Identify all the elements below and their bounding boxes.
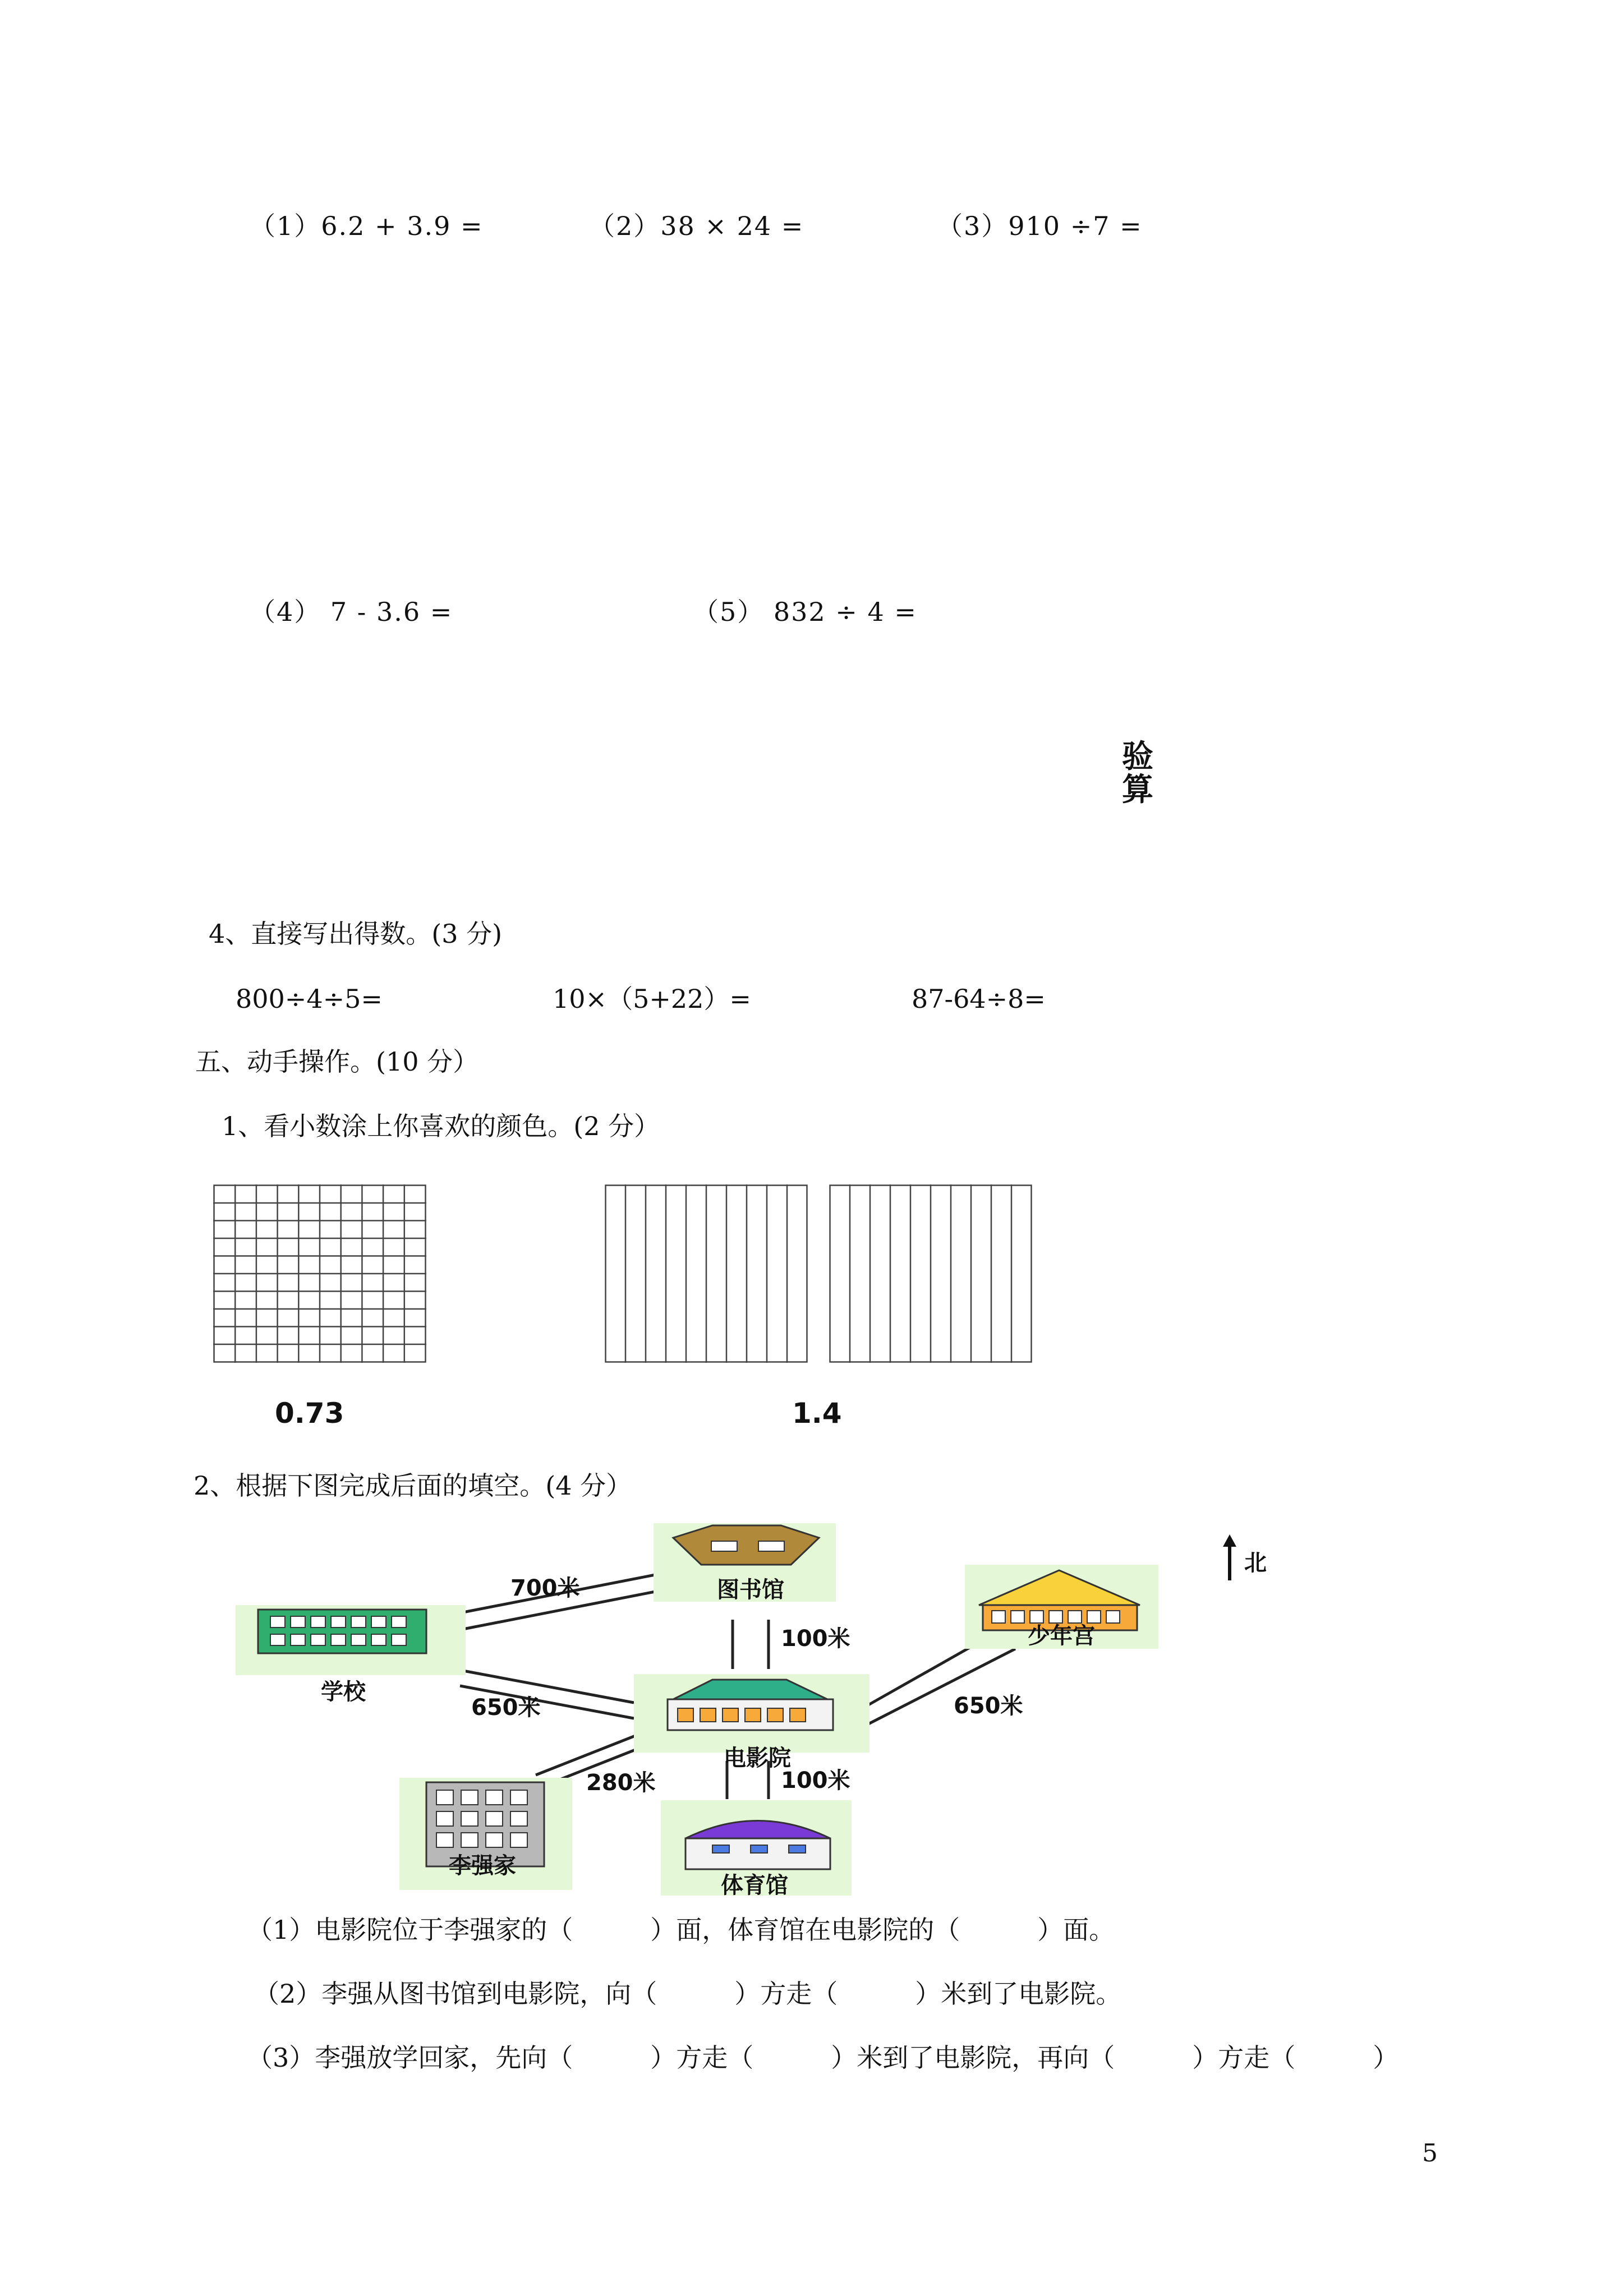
library-label: 图书馆 bbox=[717, 1577, 784, 1603]
blank-q1: （1）电影院位于李强家的（ ）面，体育馆在电影院的（ ）面。 bbox=[247, 1915, 1115, 1945]
dist-school-cinema: 650米 bbox=[471, 1695, 541, 1721]
palace-label: 少年宫 bbox=[1028, 1623, 1095, 1649]
check-char-2: 算 bbox=[1122, 771, 1153, 808]
dist-school-library: 700米 bbox=[510, 1575, 580, 1601]
blank-q3: （3）李强放学回家，先向（ ）方走（ ）米到了电影院，再向（ ）方走（ ） bbox=[247, 2043, 1399, 2073]
north-label: 北 bbox=[1244, 1550, 1267, 1576]
dist-cinema-gym: 100米 bbox=[781, 1768, 850, 1794]
section5-q2-title: 2、根据下图完成后面的填空。(4 分） bbox=[194, 1470, 632, 1501]
north-arrow-icon bbox=[1223, 1534, 1236, 1580]
cinema-label: 电影院 bbox=[724, 1745, 791, 1771]
dist-cinema-palace: 650米 bbox=[954, 1693, 1023, 1719]
section5-q1-title: 1、看小数涂上你喜欢的颜色。(2 分） bbox=[222, 1111, 660, 1141]
calc-q3: （3）910 ÷7 = bbox=[937, 211, 1143, 241]
calc-q1: （1）6.2 + 3.9 = bbox=[250, 211, 484, 241]
dist-library-cinema: 100米 bbox=[781, 1626, 850, 1652]
page-number: 5 bbox=[1422, 2139, 1438, 2168]
school-building bbox=[236, 1605, 466, 1675]
cinema-building bbox=[634, 1674, 869, 1753]
blank-q2: （2）李强从图书馆到电影院，向（ ）方走（ ）米到了电影院。 bbox=[254, 1979, 1122, 2009]
section4-item-3: 87-64÷8= bbox=[912, 984, 1046, 1014]
section4-item-2: 10×（5+22）= bbox=[553, 984, 751, 1014]
label-073: 0.73 bbox=[275, 1397, 344, 1430]
home-label: 李强家 bbox=[449, 1853, 516, 1879]
section4-title: 4、直接写出得数。(3 分) bbox=[209, 919, 503, 949]
section5-title: 五、动手操作。(10 分） bbox=[195, 1046, 479, 1077]
gym-label: 体育馆 bbox=[721, 1873, 788, 1898]
calc-q4: （4） 7 - 3.6 = bbox=[250, 597, 453, 627]
label-14: 1.4 bbox=[792, 1397, 842, 1430]
school-label: 学校 bbox=[321, 1679, 366, 1705]
section4-item-1: 800÷4÷5= bbox=[236, 984, 383, 1014]
dist-home-cinema: 280米 bbox=[586, 1770, 656, 1796]
calc-q2: （2）38 × 24 = bbox=[589, 211, 804, 241]
check-char-1: 验 bbox=[1122, 738, 1153, 775]
calc-q5: （5） 832 ÷ 4 = bbox=[693, 597, 917, 627]
